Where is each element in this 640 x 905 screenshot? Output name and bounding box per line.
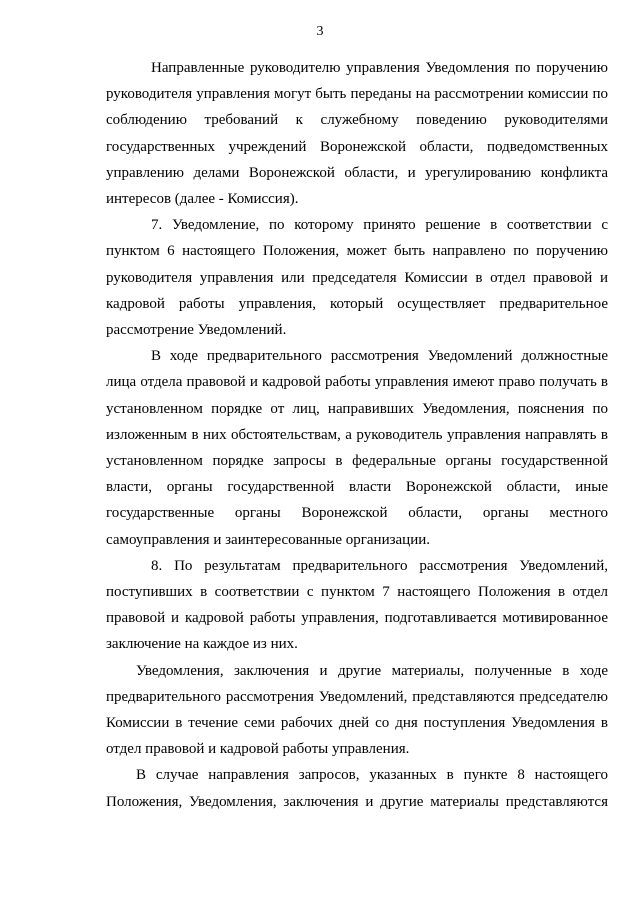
paragraph-materials-submission: Уведомления, заключения и другие материалы, полученные в ходе предварительного рассмотрения Уведомлений, представляются председателю Комиссии в течение семи рабочих дней со дня поступления Уведомления в отдел правовой и кадровой работы управления. <box>106 662 608 758</box>
paragraph-item-7: 7. Уведомление, по которому принято решение в соответствии с пунктом 6 настоящего Положения, может быть направлено по поручению руководителя управления или председателя Комиссии в отдел правовой и кадровой работы управления, который осуществляет предварительное рассмотрение Уведомлений. <box>106 217 608 339</box>
paragraph-referral: Направленные руководителю управления Уведомления по поручению руководителя управления могут быть переданы на рассмотрении комиссии по соблюдению требований к служебному поведению руководителями государственных учреждений Воронежской области, подведомственных управлению делами Воронежской области, и урегулированию конфликта интересов (далее - Комиссия). <box>106 60 608 208</box>
page-number: 3 <box>316 24 324 39</box>
paragraph-requests-case: В случае направления запросов, указанных в пункте 8 настоящего Положения, Уведомления, заключения и другие материалы представляются <box>106 767 608 810</box>
document-body <box>106 55 608 815</box>
paragraph-preliminary-review: В ходе предварительного рассмотрения Уведомлений должностные лица отдела правовой и кадровой работы управления имеют право получать в установленном порядке от лиц, направивших Уведомления, пояснения по изложенным в них обстоятельствам, а руководитель управления направлять в установленном порядке запросы в федеральные органы государственной власти, органы государственной власти Воронежской области, иные государственные органы Воронежской области, органы местного самоуправления и заинтересованные организации. <box>106 348 608 548</box>
paragraph-item-8: 8. По результатам предварительного рассмотрения Уведомлений, поступивших в соответствии с пунктом 7 настоящего Положения в отдел правовой и кадровой работы управления, подготавливается мотивированное заключение на каждое из них. <box>106 557 608 653</box>
